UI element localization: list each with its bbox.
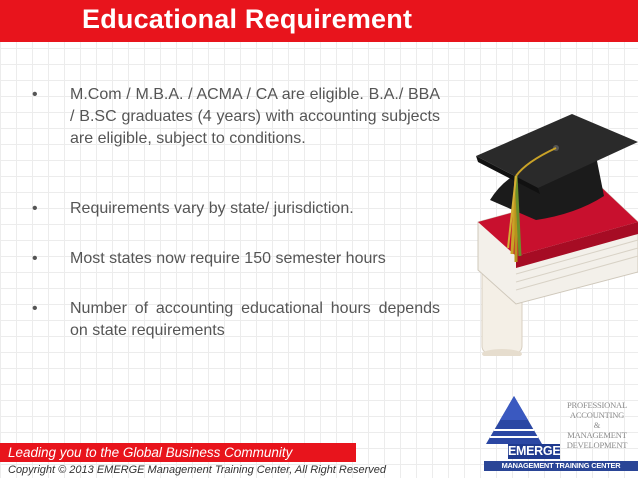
bullet-marker: •	[32, 200, 38, 217]
bullet-text: Number of accounting educational hours depends on state requirements	[70, 300, 440, 339]
bullet-text: Most states now require 150 semester hours	[70, 250, 386, 267]
bullet-marker: •	[32, 86, 38, 103]
footer-copyright: Copyright © 2013 EMERGE Management Training Center, All Right Reserved	[8, 464, 387, 476]
logo-brand: EMERGE	[508, 444, 561, 458]
bullet-item	[28, 198, 440, 220]
logo-text-block	[556, 400, 638, 450]
logo-line: DEVELOPMENT	[566, 440, 628, 450]
bullet-item	[28, 84, 440, 150]
logo-line: &	[593, 420, 601, 430]
title-bar	[0, 0, 638, 42]
bullet-item	[28, 248, 440, 270]
footer-bar	[0, 443, 356, 462]
graduation-cap-diploma-book-icon	[476, 104, 638, 356]
footer-tagline: Leading you to the Global Business Community	[8, 445, 293, 460]
bullet-text: Requirements vary by state/ jurisdiction.	[70, 200, 354, 217]
bullet-text: M.Com / M.B.A. / ACMA / CA are eligible. B.A./ BBA / B.SC graduates (4 years) with accounting subjects are eligible, subject to conditions.	[70, 86, 440, 147]
logo-bar-text: MANAGEMENT TRAINING CENTER	[484, 461, 638, 471]
slide-title: Educational Requirement	[82, 4, 413, 34]
logo-line: ACCOUNTING	[569, 410, 625, 420]
bullet-marker: •	[32, 300, 38, 317]
bullet-marker: •	[32, 250, 38, 267]
logo-line: PROFESSIONAL	[567, 400, 627, 410]
logo-line: MANAGEMENT	[567, 430, 627, 440]
bullet-item	[28, 298, 440, 342]
